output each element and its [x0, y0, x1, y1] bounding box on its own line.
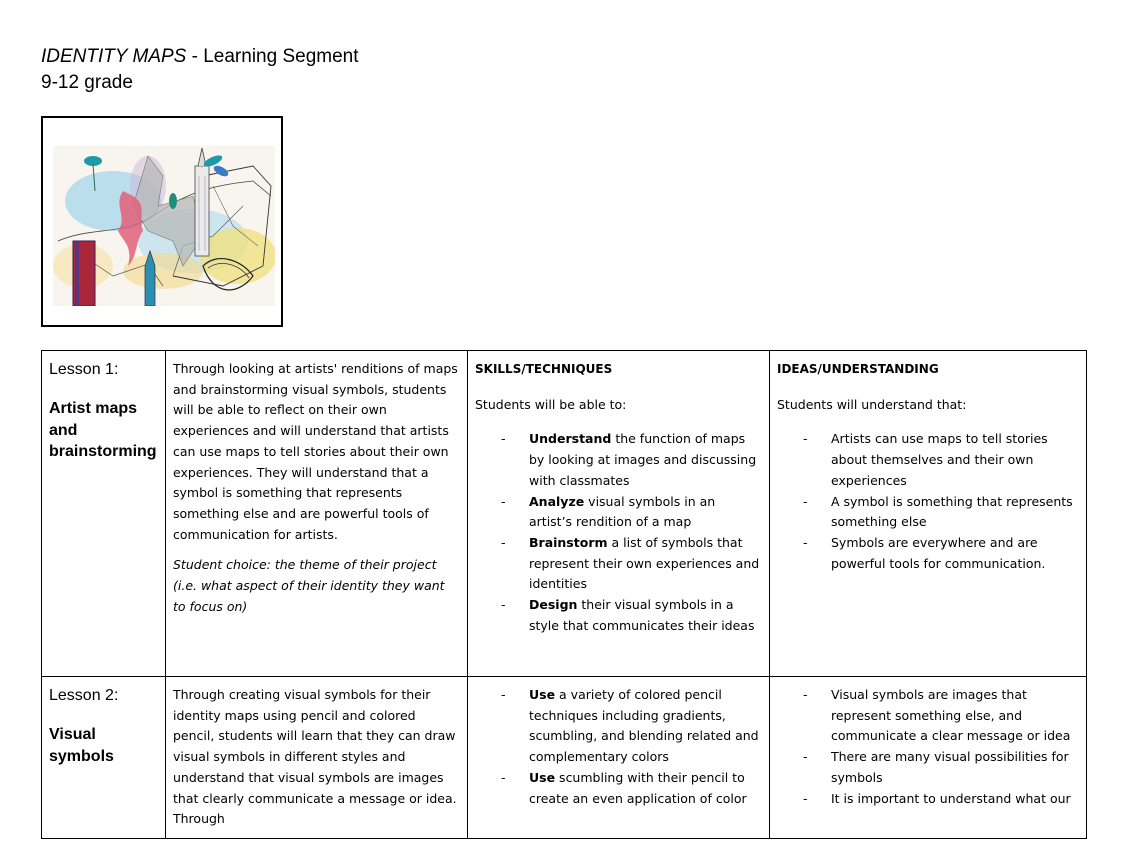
description-cell [166, 677, 468, 839]
lesson-number: Lesson 1: [49, 361, 119, 378]
dash-bullet: - [803, 534, 808, 550]
list-item [777, 685, 1079, 747]
ideas-intro: Students will understand that: [777, 396, 967, 412]
list-item [475, 429, 762, 491]
skills-heading: SKILLS/TECHNIQUES [475, 362, 613, 376]
table-row [42, 677, 1087, 839]
ideas-list [777, 429, 1079, 574]
skill-verb: Analyze [529, 493, 585, 509]
document-title [41, 44, 359, 70]
skill-text: a variety of colored pencil techniques including gradients, scumbling, and blending related and complementary colors [529, 687, 759, 765]
skills-list [475, 685, 762, 809]
skill-text: scumbling with their pencil to create an even application of color [529, 769, 747, 806]
ideas-cell [770, 677, 1087, 839]
dash-bullet: - [501, 493, 506, 509]
lesson-number: Lesson 2: [49, 687, 119, 704]
lesson-name: Visual symbols [49, 726, 114, 765]
dash-bullet: - [803, 493, 808, 509]
skill-text: visual symbols in an artist’s rendition of a map [529, 493, 716, 530]
list-item [777, 533, 1079, 574]
title-italic-part: IDENTITY MAPS [41, 46, 187, 67]
list-item [475, 768, 762, 809]
grade-level: 9-12 grade [41, 72, 133, 93]
list-item [475, 685, 762, 768]
skill-verb: Design [529, 597, 578, 613]
dash-bullet: - [501, 769, 506, 785]
lesson-name: Artist maps and brainstorming [49, 400, 157, 460]
ideas-heading: IDEAS/UNDERSTANDING [777, 362, 939, 376]
skill-verb: Use [529, 687, 556, 702]
description-cell [166, 351, 468, 677]
idea-text: Symbols are everywhere and are powerful tools for communication. [831, 534, 1046, 571]
dash-bullet: - [501, 534, 506, 550]
skill-text: their visual symbols in a style that communicates their ideas [529, 597, 755, 633]
student-choice-note: Student choice: the theme of their project (i.e. what aspect of their identity they want to focus on) [173, 557, 445, 614]
ideas-list [777, 685, 1079, 809]
list-item [777, 789, 1079, 810]
dash-bullet: - [803, 790, 808, 806]
ideas-cell [770, 351, 1087, 677]
document-header [41, 44, 359, 96]
skills-list [475, 429, 762, 636]
skill-verb: Understand [529, 431, 612, 447]
dash-bullet: - [501, 687, 506, 702]
dash-bullet: - [803, 687, 808, 702]
title-rest-part: - Learning Segment [186, 46, 359, 67]
artwork-image-frame [41, 116, 283, 327]
dash-bullet: - [803, 749, 808, 765]
lesson-description: Through creating visual symbols for their identity maps using pencil and colored pencil, students will learn that they can draw visual symbols in different styles and understand that visual symbols are images that clearly communicate a message or idea. Through [173, 687, 457, 827]
skill-text: a list of symbols that represent their own experiences and identities [529, 534, 760, 592]
idea-text: There are many visual possibilities for symbols [831, 749, 1069, 785]
dash-bullet: - [803, 431, 808, 447]
idea-text: Artists can use maps to tell stories about themselves and their own experiences [831, 431, 1048, 488]
lesson-cell [42, 677, 166, 839]
skill-verb: Use [529, 769, 556, 785]
skill-text: the function of maps by looking at images and discussing with classmates [529, 431, 757, 488]
skills-intro: Students will be able to: [475, 396, 627, 412]
list-item [777, 429, 1079, 491]
skill-verb: Brainstorm [529, 534, 608, 550]
dash-bullet: - [501, 431, 506, 447]
lessons-table [41, 350, 1087, 839]
idea-text: A symbol is something that represents something else [831, 493, 1073, 530]
list-item [777, 747, 1079, 788]
artwork-image [53, 146, 275, 306]
list-item [475, 533, 762, 595]
list-item [777, 492, 1079, 533]
lesson-description: Through looking at artists' renditions of maps and brainstorming visual symbols, students will be able to reflect on their own experiences and will understand that artists can use maps to tell stories about their own experiences. They will understand that a symbol is something that represents something else and are powerful tools of communication for artists. [173, 361, 458, 542]
table-row [42, 351, 1087, 677]
list-item [475, 492, 762, 533]
idea-text: Visual symbols are images that represent something else, and communicate a clear message or idea [831, 687, 1071, 744]
skills-cell [468, 351, 770, 677]
dash-bullet: - [501, 597, 506, 613]
lesson-cell [42, 351, 166, 677]
idea-text: It is important to understand what our [831, 790, 1071, 806]
list-item [475, 595, 762, 636]
skills-cell [468, 677, 770, 839]
